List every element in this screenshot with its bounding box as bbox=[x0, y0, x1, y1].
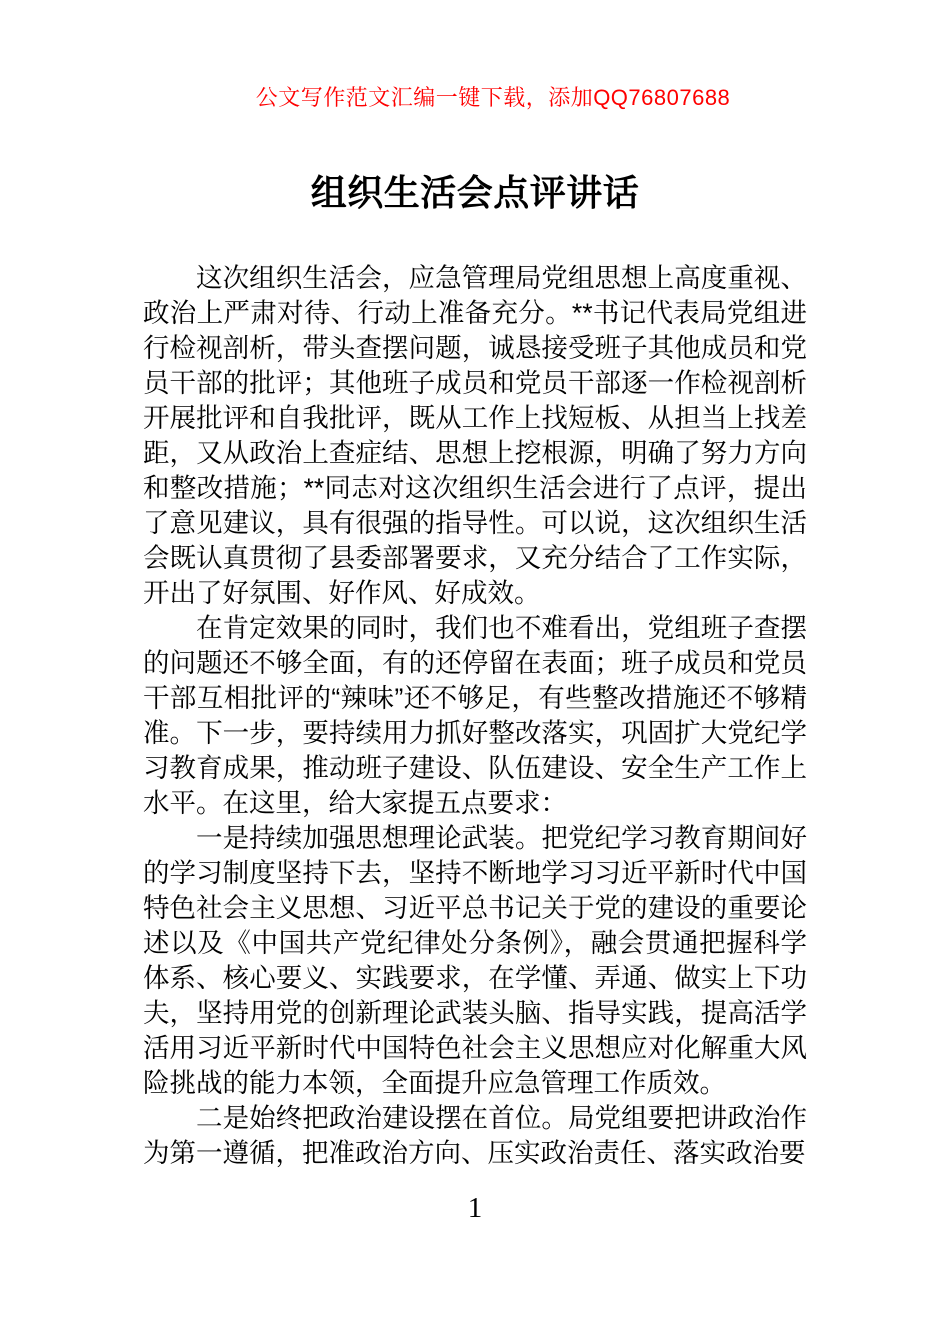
paragraph-1: 这次组织生活会，应急管理局党组思想上高度重视、政治上严肃对待、行动上准备充分。**书记代表局党组进行检视剖析，带头查摆问题，诚恳接受班子其他成员和党员干部的批评；其他班子成员和党员干部逐一作检视剖析开展批评和自我批评，既从工作上找短板、从担当上找差距，又从政治上查症结、思想上挖根源，明确了努力方向和整改措施；**同志对这次组织生活会进行了点评，提出了意见建议，具有很强的指导性。可以说，这次组织生活会既认真贯彻了县委部署要求，又充分结合了工作实际，开出了好氛围、好作风、好成效。 bbox=[143, 263, 807, 608]
document-body bbox=[143, 261, 807, 1173]
page-number: 1 bbox=[467, 1192, 483, 1224]
paragraph-2: 在肯定效果的同时，我们也不难看出，党组班子查摆的问题还不够全面，有的还停留在表面；班子成员和党员干部互相批评的“辣味”还不够足，有些整改措施还不够精准。下一步，要持续用力抓好整改落实，巩固扩大党纪学习教育成果，推动班子建设、队伍建设、安全生产工作上水平。在这里，给大家提五点要求： bbox=[143, 613, 807, 818]
page-title: 组织生活会点评讲话 bbox=[310, 172, 640, 213]
paragraph-4: 二是始终把政治建设摆在首位。局党组要把讲政治作为第一遵循，把准政治方向、压实政治责任、落实政治要 bbox=[143, 1103, 807, 1168]
paragraph-3: 一是持续加强思想理论武装。把党纪学习教育期间好的学习制度坚持下去，坚持不断地学习习近平新时代中国特色社会主义思想、习近平总书记关于党的建设的重要论述以及《中国共产党纪律处分条例》，融会贯通把握科学体系、核心要义、实践要求，在学懂、弄通、做实上下功夫，坚持用党的创新理论武装头脑、指导实践，提高活学活用习近平新时代中国特色社会主义思想应对化解重大风险挑战的能力本领，全面提升应急管理工作质效。 bbox=[143, 823, 807, 1098]
header-notice: 公文写作范文汇编一键下载，添加QQ76807688 bbox=[255, 85, 731, 110]
